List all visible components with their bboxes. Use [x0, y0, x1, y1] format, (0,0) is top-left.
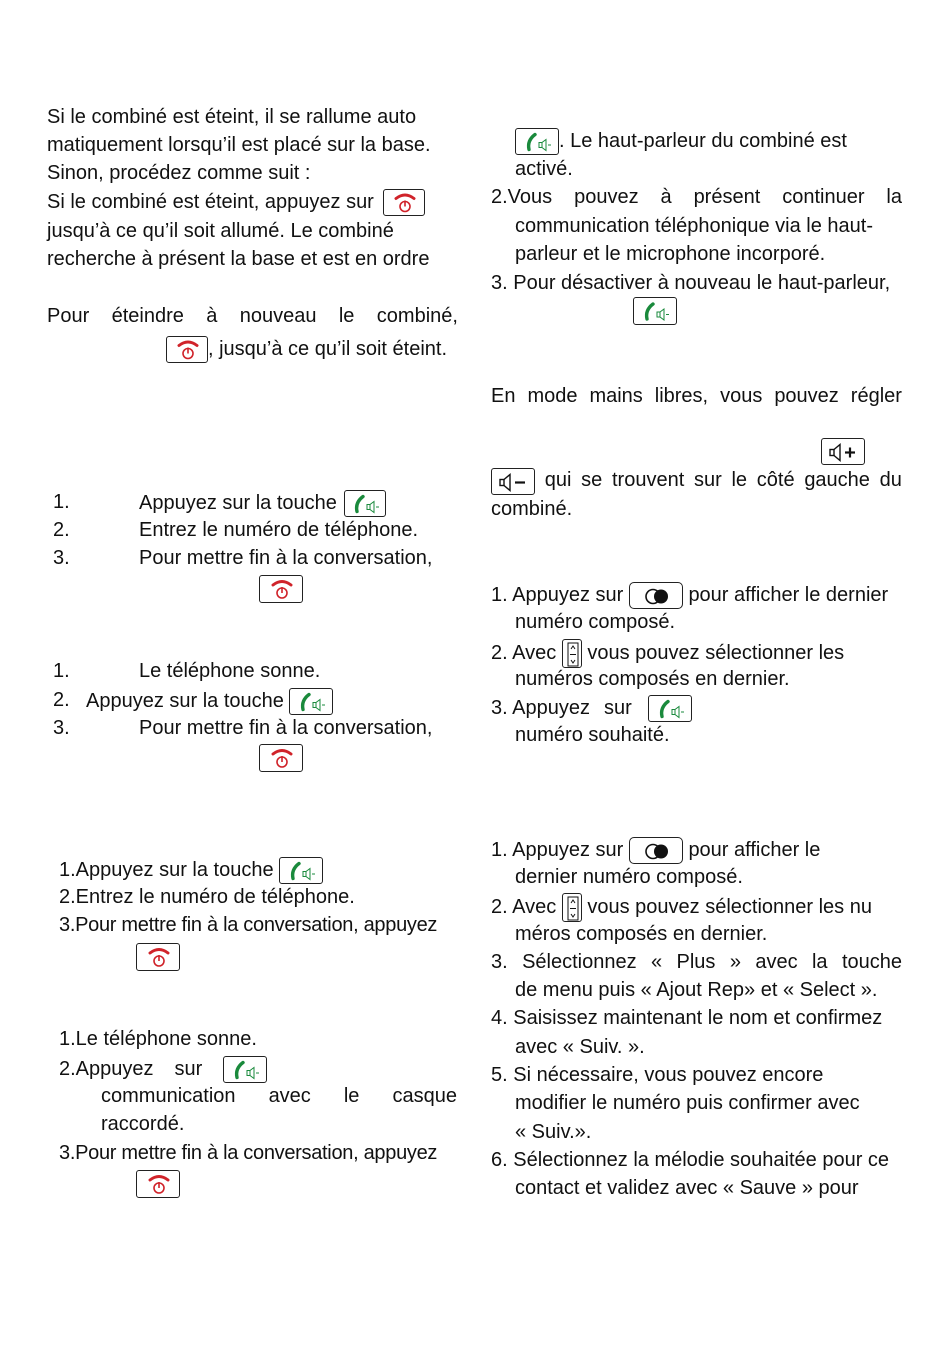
word: 3.	[491, 951, 508, 973]
power-off-line	[47, 304, 458, 328]
talk-key-icon	[515, 128, 559, 155]
word: à	[660, 186, 672, 208]
word: vous	[720, 385, 763, 407]
paragraph-line: recherche à présent la base et est en ordre	[47, 248, 430, 270]
step-text	[491, 950, 902, 974]
word: mode	[527, 385, 578, 407]
talk-key-icon	[223, 1056, 267, 1083]
text: pour afficher le dernier	[688, 583, 889, 606]
step-text	[101, 1084, 457, 1108]
step-number: 2.	[53, 519, 70, 541]
paragraph-line: Sinon, procédez comme suit :	[47, 162, 311, 184]
word: pouvez	[574, 186, 639, 208]
text: vous pouvez sélectionner les nu	[587, 895, 872, 918]
word: libres,	[654, 385, 709, 407]
word: du	[879, 469, 902, 491]
key-line	[259, 744, 303, 768]
word: côté	[756, 469, 795, 491]
text: . Le haut-parleur du combiné est	[559, 129, 847, 152]
paragraph-line: jusqu’à ce qu’il soit allumé. Le combiné	[47, 220, 394, 242]
step-text: dernier numéro composé.	[515, 866, 743, 888]
end-call-key-icon	[383, 189, 425, 216]
word: mains	[589, 385, 643, 407]
step-text: Le téléphone sonne.	[139, 660, 321, 682]
word: le	[343, 1085, 360, 1107]
step-text: avec « Suiv. ».	[515, 1036, 645, 1058]
word: pouvez	[774, 385, 839, 407]
text: , jusqu’à ce qu’il soit éteint.	[208, 337, 448, 360]
paragraph-line	[491, 468, 902, 492]
step-text: contact et validez avec « Sauve » pour	[515, 1177, 859, 1199]
text: sur	[603, 696, 632, 719]
step-text: méros composés en dernier.	[515, 923, 768, 945]
paragraph-line	[491, 185, 902, 209]
text: 2.Appuyez	[59, 1057, 154, 1080]
word: éteindre	[111, 305, 184, 327]
word: avec	[268, 1085, 311, 1107]
step-text: raccordé.	[101, 1113, 185, 1135]
scroll-key-icon	[562, 893, 582, 922]
step-text: modifier le numéro puis confirmer avec	[515, 1092, 860, 1114]
word: sur	[693, 469, 722, 491]
word: touche	[841, 951, 902, 973]
paragraph-line: activé.	[515, 158, 573, 180]
text: 1.Appuyez sur la touche	[59, 858, 274, 881]
word: nouveau	[239, 305, 317, 327]
step-text	[491, 893, 872, 917]
word: se	[581, 469, 603, 491]
paragraph-line: Si le combiné est éteint, il se rallume auto	[47, 106, 417, 128]
scroll-key-icon	[562, 639, 582, 668]
paragraph-line: parleur et le microphone incorporé.	[515, 243, 826, 265]
paragraph-line: 3. Pour désactiver à nouveau le haut-parleur,	[491, 272, 891, 294]
word: 2.Vous	[491, 186, 553, 208]
step-text: Entrez le numéro de téléphone.	[139, 519, 419, 541]
step-text: Pour mettre fin à la conversation,	[139, 717, 433, 739]
talk-key-icon	[648, 695, 692, 722]
step-text	[139, 490, 386, 514]
word: qui	[544, 469, 572, 491]
step-text: 6. Sélectionnez la mélodie souhaitée pour ce	[491, 1149, 890, 1171]
end-call-key-icon	[259, 575, 303, 603]
step-text: 3.Pour mettre fin à la conversation, appuyez	[59, 914, 438, 936]
text: 2. Avec	[491, 895, 557, 918]
word: la	[886, 186, 902, 208]
word: casque	[392, 1085, 457, 1107]
word: Pour	[47, 305, 90, 327]
step-text	[59, 857, 323, 881]
step-text	[86, 688, 333, 712]
paragraph-line: communication téléphonique via le haut-	[515, 215, 873, 237]
paragraph-line: combiné.	[491, 498, 573, 520]
paragraph-line	[47, 189, 425, 213]
step-text	[491, 582, 888, 606]
text: 1. Appuyez sur	[491, 583, 624, 606]
end-call-key-icon	[136, 943, 180, 971]
step-text	[491, 837, 820, 861]
step-text	[491, 639, 844, 663]
word: présent	[693, 186, 761, 208]
word: En	[491, 385, 516, 407]
step-number: 1.	[53, 660, 70, 682]
text: Appuyez sur la touche	[139, 491, 337, 514]
word: la	[811, 951, 828, 973]
word: continuer	[782, 186, 865, 208]
text: vous pouvez sélectionner les	[587, 641, 845, 664]
step-number: 3.	[53, 717, 70, 739]
volume-down-icon	[491, 468, 535, 495]
text: 2. Avec	[491, 641, 557, 664]
step-text: numéros composés en dernier.	[515, 668, 790, 690]
step-text	[59, 1056, 267, 1080]
end-call-key-icon	[166, 336, 208, 363]
paragraph-line	[515, 128, 847, 152]
word: à	[206, 305, 218, 327]
step-text: 2.Entrez le numéro de téléphone.	[59, 886, 355, 908]
key-line	[136, 1170, 180, 1194]
step-text	[491, 695, 692, 719]
talk-key-icon	[289, 688, 333, 715]
step-text: 3.Pour mettre fin à la conversation, appuyez	[59, 1142, 438, 1164]
text: Si le combiné est éteint, appuyez sur	[47, 190, 374, 213]
word: Sélectionnez	[522, 951, 637, 973]
word: Plus	[676, 951, 716, 973]
key-line	[259, 575, 303, 599]
word: le	[338, 305, 355, 327]
step-number: 1.	[53, 491, 70, 513]
paragraph-line	[491, 384, 902, 408]
paragraph-line: matiquement lorsqu’il est placé sur la base.	[47, 134, 431, 156]
step-text: 5. Si nécessaire, vous pouvez encore	[491, 1064, 824, 1086]
word: le	[731, 469, 748, 491]
redial-key-icon	[629, 837, 683, 864]
word: régler	[850, 385, 902, 407]
step-text: 4. Saisissez maintenant le nom et confirmez	[491, 1007, 883, 1029]
talk-key-icon	[279, 857, 323, 884]
step-text: numéro souhaité.	[515, 724, 670, 746]
text: 3. Appuyez	[491, 696, 590, 719]
word: »	[729, 951, 741, 973]
step-text: numéro composé.	[515, 611, 676, 633]
text: pour afficher le	[688, 838, 821, 861]
talk-key-icon	[344, 490, 386, 517]
step-text: 1.Le téléphone sonne.	[59, 1028, 257, 1050]
step-number: 3.	[53, 547, 70, 569]
text: 1. Appuyez sur	[491, 838, 624, 861]
power-off-line	[166, 336, 447, 360]
word: «	[651, 951, 663, 973]
end-call-key-icon	[259, 744, 303, 772]
step-text: de menu puis « Ajout Rep» et « Select ».	[515, 979, 878, 1001]
word: avec	[755, 951, 798, 973]
word: combiné,	[376, 305, 458, 327]
key-line	[136, 943, 180, 967]
volume-up-icon	[821, 438, 865, 465]
key-line	[821, 438, 865, 462]
end-call-key-icon	[136, 1170, 180, 1198]
text: sur	[174, 1057, 203, 1080]
redial-key-icon	[629, 582, 683, 609]
step-text: Pour mettre fin à la conversation,	[139, 547, 433, 569]
word: trouvent	[611, 469, 685, 491]
word: communication	[101, 1085, 236, 1107]
key-line	[633, 297, 677, 321]
talk-key-icon	[633, 297, 677, 325]
step-text: « Suiv.».	[515, 1121, 592, 1143]
text: Appuyez sur la touche	[86, 689, 284, 712]
step-number: 2.	[53, 689, 70, 711]
word: gauche	[804, 469, 870, 491]
